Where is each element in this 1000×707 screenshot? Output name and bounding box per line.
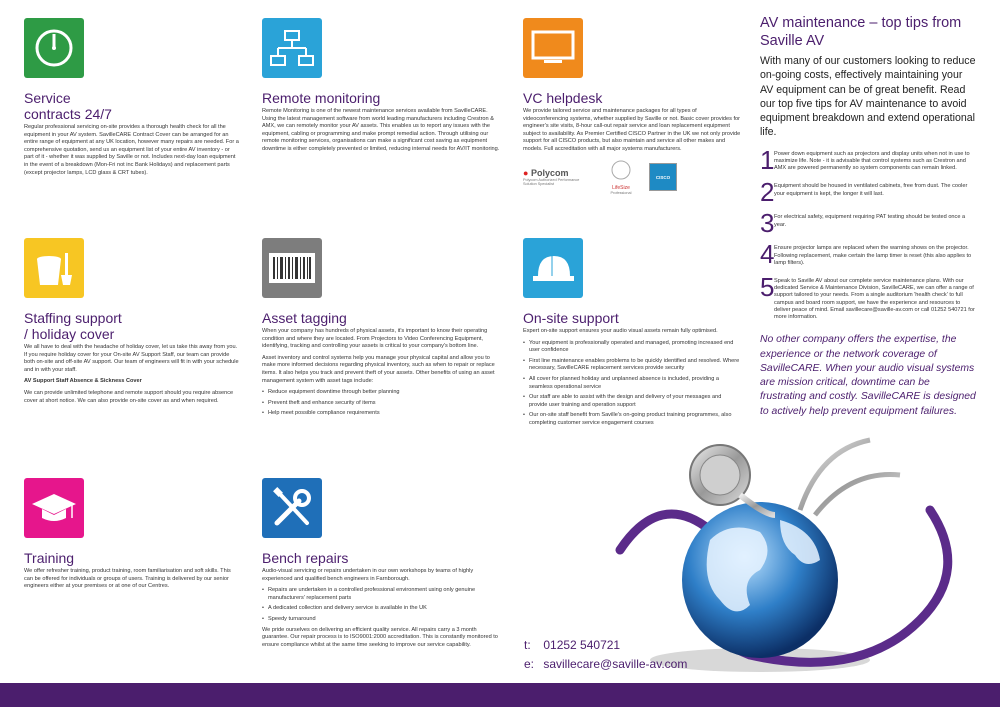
email-line [524, 655, 687, 674]
remote-monitoring-icon-box [262, 18, 322, 78]
cisco-text: CISCO [655, 174, 671, 180]
polycom-text: Polycom [530, 168, 569, 179]
staffing-heading [24, 310, 239, 342]
bullet-item: • A dedicated collection and delivery service is available in the UK [262, 605, 502, 613]
tip-number: 4 [760, 239, 775, 270]
bench-repairs-body [262, 568, 502, 649]
lifesize-text: LifeSize [612, 184, 630, 191]
bullet-item: • Your equipment is professionally operated and managed, promoting increased end user confidence [523, 340, 741, 355]
mortarboard-icon [30, 488, 78, 528]
remote-monitoring-heading: Remote monitoring [262, 90, 381, 106]
bench-repairs-icon-box [262, 478, 322, 538]
tip-number: 2 [760, 177, 775, 208]
remote-monitoring-section [262, 18, 502, 158]
body-text: We provide tailored service and maintenance packages for all types of videoconferencing systems, whether supplied by Saville or not. Basic cover provides for engineer's site visits, 8-hour call-out repair service and loan replacement equipment subject to availability. As Premier Certified CISCO Partner in the UK we not only provide support for all CISCO products, but also maintain and service all other makes and models. Full accreditation with all major systems manufacturers. [523, 108, 741, 152]
bullet-item: • All cover for planned holiday and unplanned absence is included, providing a seamless operational service [523, 376, 741, 391]
body-text: Remote Monitoring is one of the newest maintenance services available from SavilleCARE. Using the latest management software from world leading manufacturers including Crestron & AMX, we can remotely monitor your AV assets. This enables us to report any issues with the equipment, cabling or programming and make prompt remedial action. Through utilising our remote monitoring services, organisations can make a significant cost saving as equipment downtime is either completely prevented or limited, reducing internal needs for AV/IT monitoring. [262, 108, 500, 152]
bullet-item: • Speedy turnaround [262, 616, 502, 624]
closing-statement: No other company offers the expertise, the experience or the network coverage of SavilleCARE. When your audio visual systems are mission critical, downtime can be frustrating and costly. SavilleCARE is designed to actively help prevent equipment failures. [760, 334, 976, 417]
lifesize-subtext: Professional [610, 190, 632, 195]
footer-bar [0, 683, 1000, 707]
tip-text: Ensure projector lamps are replaced when the warning shows on the projector. Following replacement, make certain the lamp timer is reset (this also applies to lamp filters). [774, 245, 972, 266]
phone-number[interactable]: 01252 540721 [543, 638, 621, 652]
bench-repairs-section [262, 478, 502, 653]
staffing-icon-box [24, 238, 84, 298]
onsite-support-icon-box [523, 238, 583, 298]
body-text: Audio-visual servicing or repairs undertaken in our own workshops by teams of highly experienced and qualified bench engineers in Farnborough. [262, 568, 474, 582]
phone-label: t: [524, 638, 531, 652]
email-link[interactable]: savillecare@saville-av.com [543, 657, 688, 671]
tip-text: Speak to Saville AV about our complete service maintenance plans. With our dedicated Service & Maintenance Division, SavilleCARE, we can offer a range of support tailored to your needs. From a single auditorium 'health check' to full campus and board room support, we have the experience and resources to deliver peace of mind. Email savillecare@saville-av.com or call 01252 540721 for more information. [774, 278, 975, 321]
lifesize-logo [607, 160, 635, 195]
asset-tagging-body [262, 328, 502, 418]
body-text: When your company has hundreds of physical assets, it's important to know their operating condition and where they are located. From Projectors to Video Conferencing Equipment, identifying, tracking and controlling your assets is critical to your company's bottom line. [262, 328, 488, 350]
tools-icon [269, 485, 315, 531]
tips-title: AV maintenance – top tips from Saville AV [760, 15, 962, 49]
staffing-body [24, 344, 239, 405]
onsite-support-section [523, 238, 741, 431]
vc-helpdesk-heading: VC helpdesk [523, 90, 603, 106]
tip-item [760, 272, 978, 321]
bullet-item: • Reduce equipment downtime through better planning [262, 389, 502, 397]
phone-line [524, 636, 687, 655]
polycom-subtext: Polycom Authorized Performance Solution Specialist [523, 178, 580, 187]
body-text: Regular professional servicing on-site provides a thorough health check for all the equipment in your AV system. SavilleCARE Contract Cover can be arranged for an entire range of equipment at any UK location, however many repairs are needed. For a comprehensive quotation, send us an equipment list of your entire AV inventory - or part of it - whether it was supplied by Saville or not. Includes next-day loan equipment in the event of a breakdown (Mon-Fri not inc Bank Holidays) and replacement parts (except projector lamps, LCD glass & CRT tubes). [24, 124, 239, 176]
asset-tagging-section [262, 238, 502, 421]
polycom-logo [523, 168, 593, 186]
vc-helpdesk-section [523, 18, 741, 195]
onsite-support-bullets [523, 340, 741, 428]
bench-repairs-heading: Bench repairs [262, 550, 349, 566]
asset-tagging-heading: Asset tagging [262, 310, 347, 326]
bench-repairs-bullets [262, 587, 502, 623]
body-text: Expert on-site support ensures your audio visual assets remain fully optimised. [523, 328, 718, 334]
lifesize-badge-icon [607, 160, 635, 180]
service-contracts-heading [24, 90, 239, 122]
globe-sphere [682, 502, 838, 658]
tips-intro: With many of our customers looking to reduce on-going costs, effectively maintaining your AV equipment can be of great benefit. Read our top five tips for AV maintenance to avoid equipment breakdown and extend operational life. [760, 55, 976, 139]
tip-number: 1 [760, 144, 775, 175]
hard-hat-icon [530, 248, 576, 288]
bullet-item: • Our on-site staff benefit from Saville's on-going product training programmes, also completing customer service engagement courses [523, 412, 741, 427]
training-heading: Training [24, 550, 75, 566]
stethoscope-binaural [800, 440, 900, 515]
service-contracts-section [24, 18, 239, 181]
bullet-item: • Help meet possible compliance requirements [262, 410, 502, 418]
bucket-spade-icon [31, 245, 77, 291]
tip-item [760, 208, 978, 239]
tip-text: Power down equipment such as projectors and display units when not in use to maximize life. Note - it is advisable that control systems such as Crestron and AMX are powered permanently so system components can remain linked. [774, 150, 970, 172]
vc-helpdesk-icon-box [523, 18, 583, 78]
partner-logos [523, 160, 741, 195]
polycom-glyph-icon: ● [523, 168, 529, 179]
sub-heading: AV Support Staff Absence & Sickness Cover [24, 378, 142, 385]
remote-monitoring-body [262, 108, 502, 154]
onsite-support-heading: On-site support [523, 310, 619, 326]
chestpiece-diaphragm [700, 455, 740, 495]
asset-tagging-icon-box [262, 238, 322, 298]
contact-block [524, 636, 687, 674]
bullet-item: • Prevent theft and enhance security of items [262, 400, 502, 408]
bullet-item: • First line maintenance enables problems to be quickly identified and resolved. Where necessary, SavilleCARE replacement services provide security [523, 358, 741, 373]
service-contracts-body [24, 124, 239, 177]
heading-line-2: / holiday cover [24, 326, 115, 342]
clock-icon [32, 26, 76, 70]
tip-number: 3 [760, 208, 775, 239]
body-text: We offer refresher training, product training, room familiarisation and soft skills. This can be offered for individuals or groups of users. Training is delivered by our senior engineers either at your premises or at one of our Centres. [24, 568, 231, 590]
tip-text: Equipment should be housed in ventilated cabinets, free from dust. The cooler your equipment is kept, the longer it will last. [774, 183, 968, 197]
service-contracts-icon-box [24, 18, 84, 78]
network-icon [269, 28, 315, 68]
body-text-2: We pride ourselves on delivering an efficient quality service. All repairs carry a 3 month guarantee. Our repair process is to ISO9001:2000 accreditation. This is constantly monitored to ensure compliance whilst at the same time seeking to improve our service capability. [262, 626, 498, 648]
heading-line-1: Staffing support [24, 310, 122, 326]
body-text: We all have to deal with the headache of holiday cover, let us take this away from you. If you require holiday cover for your On-site AV Support Staff, our team can provide both on-site and off-site AV support. Our team of engineers will fit in with your schedule and in with your staff. [24, 344, 239, 373]
asset-tagging-bullets [262, 389, 502, 418]
vc-helpdesk-body [523, 108, 741, 154]
training-section [24, 478, 239, 595]
heading-line-2: contracts 24/7 [24, 106, 112, 122]
onsite-support-body [523, 328, 741, 428]
tip-item [760, 144, 978, 175]
monitor-icon [530, 28, 576, 68]
tip-number: 5 [760, 272, 775, 302]
tips-column [760, 14, 978, 419]
tip-text: For electrical safety, equipment requiring PAT testing should be tested once a year. [774, 214, 966, 228]
cisco-logo [649, 163, 677, 191]
training-body [24, 568, 239, 591]
body-text-2: Asset inventory and control systems help you manage your physical capital and allow you to make more informed decisions regarding physical inventory, such as when to repair or replace items. It also helps you track and prevent theft of your assets. Other benefits of using an asset management system with asset tags include: [262, 354, 495, 384]
bullet-item: • Repairs are undertaken in a controlled professional environment using only genuine manufacturers' replacement parts [262, 587, 502, 602]
barcode-icon [269, 253, 315, 283]
heading-line-1: Service [24, 90, 71, 106]
bullet-item: • Our staff are able to assist with the design and delivery of your messages and provide user training and operation support [523, 394, 741, 409]
tip-item [760, 239, 978, 270]
training-icon-box [24, 478, 84, 538]
sub-body-text: We can provide unlimited telephone and remote support should you require absence cover at short notice. We can also provide on-site cover as and when required. [24, 389, 234, 404]
tip-item [760, 177, 978, 208]
staffing-support-section [24, 238, 239, 409]
email-label: e: [524, 657, 535, 671]
